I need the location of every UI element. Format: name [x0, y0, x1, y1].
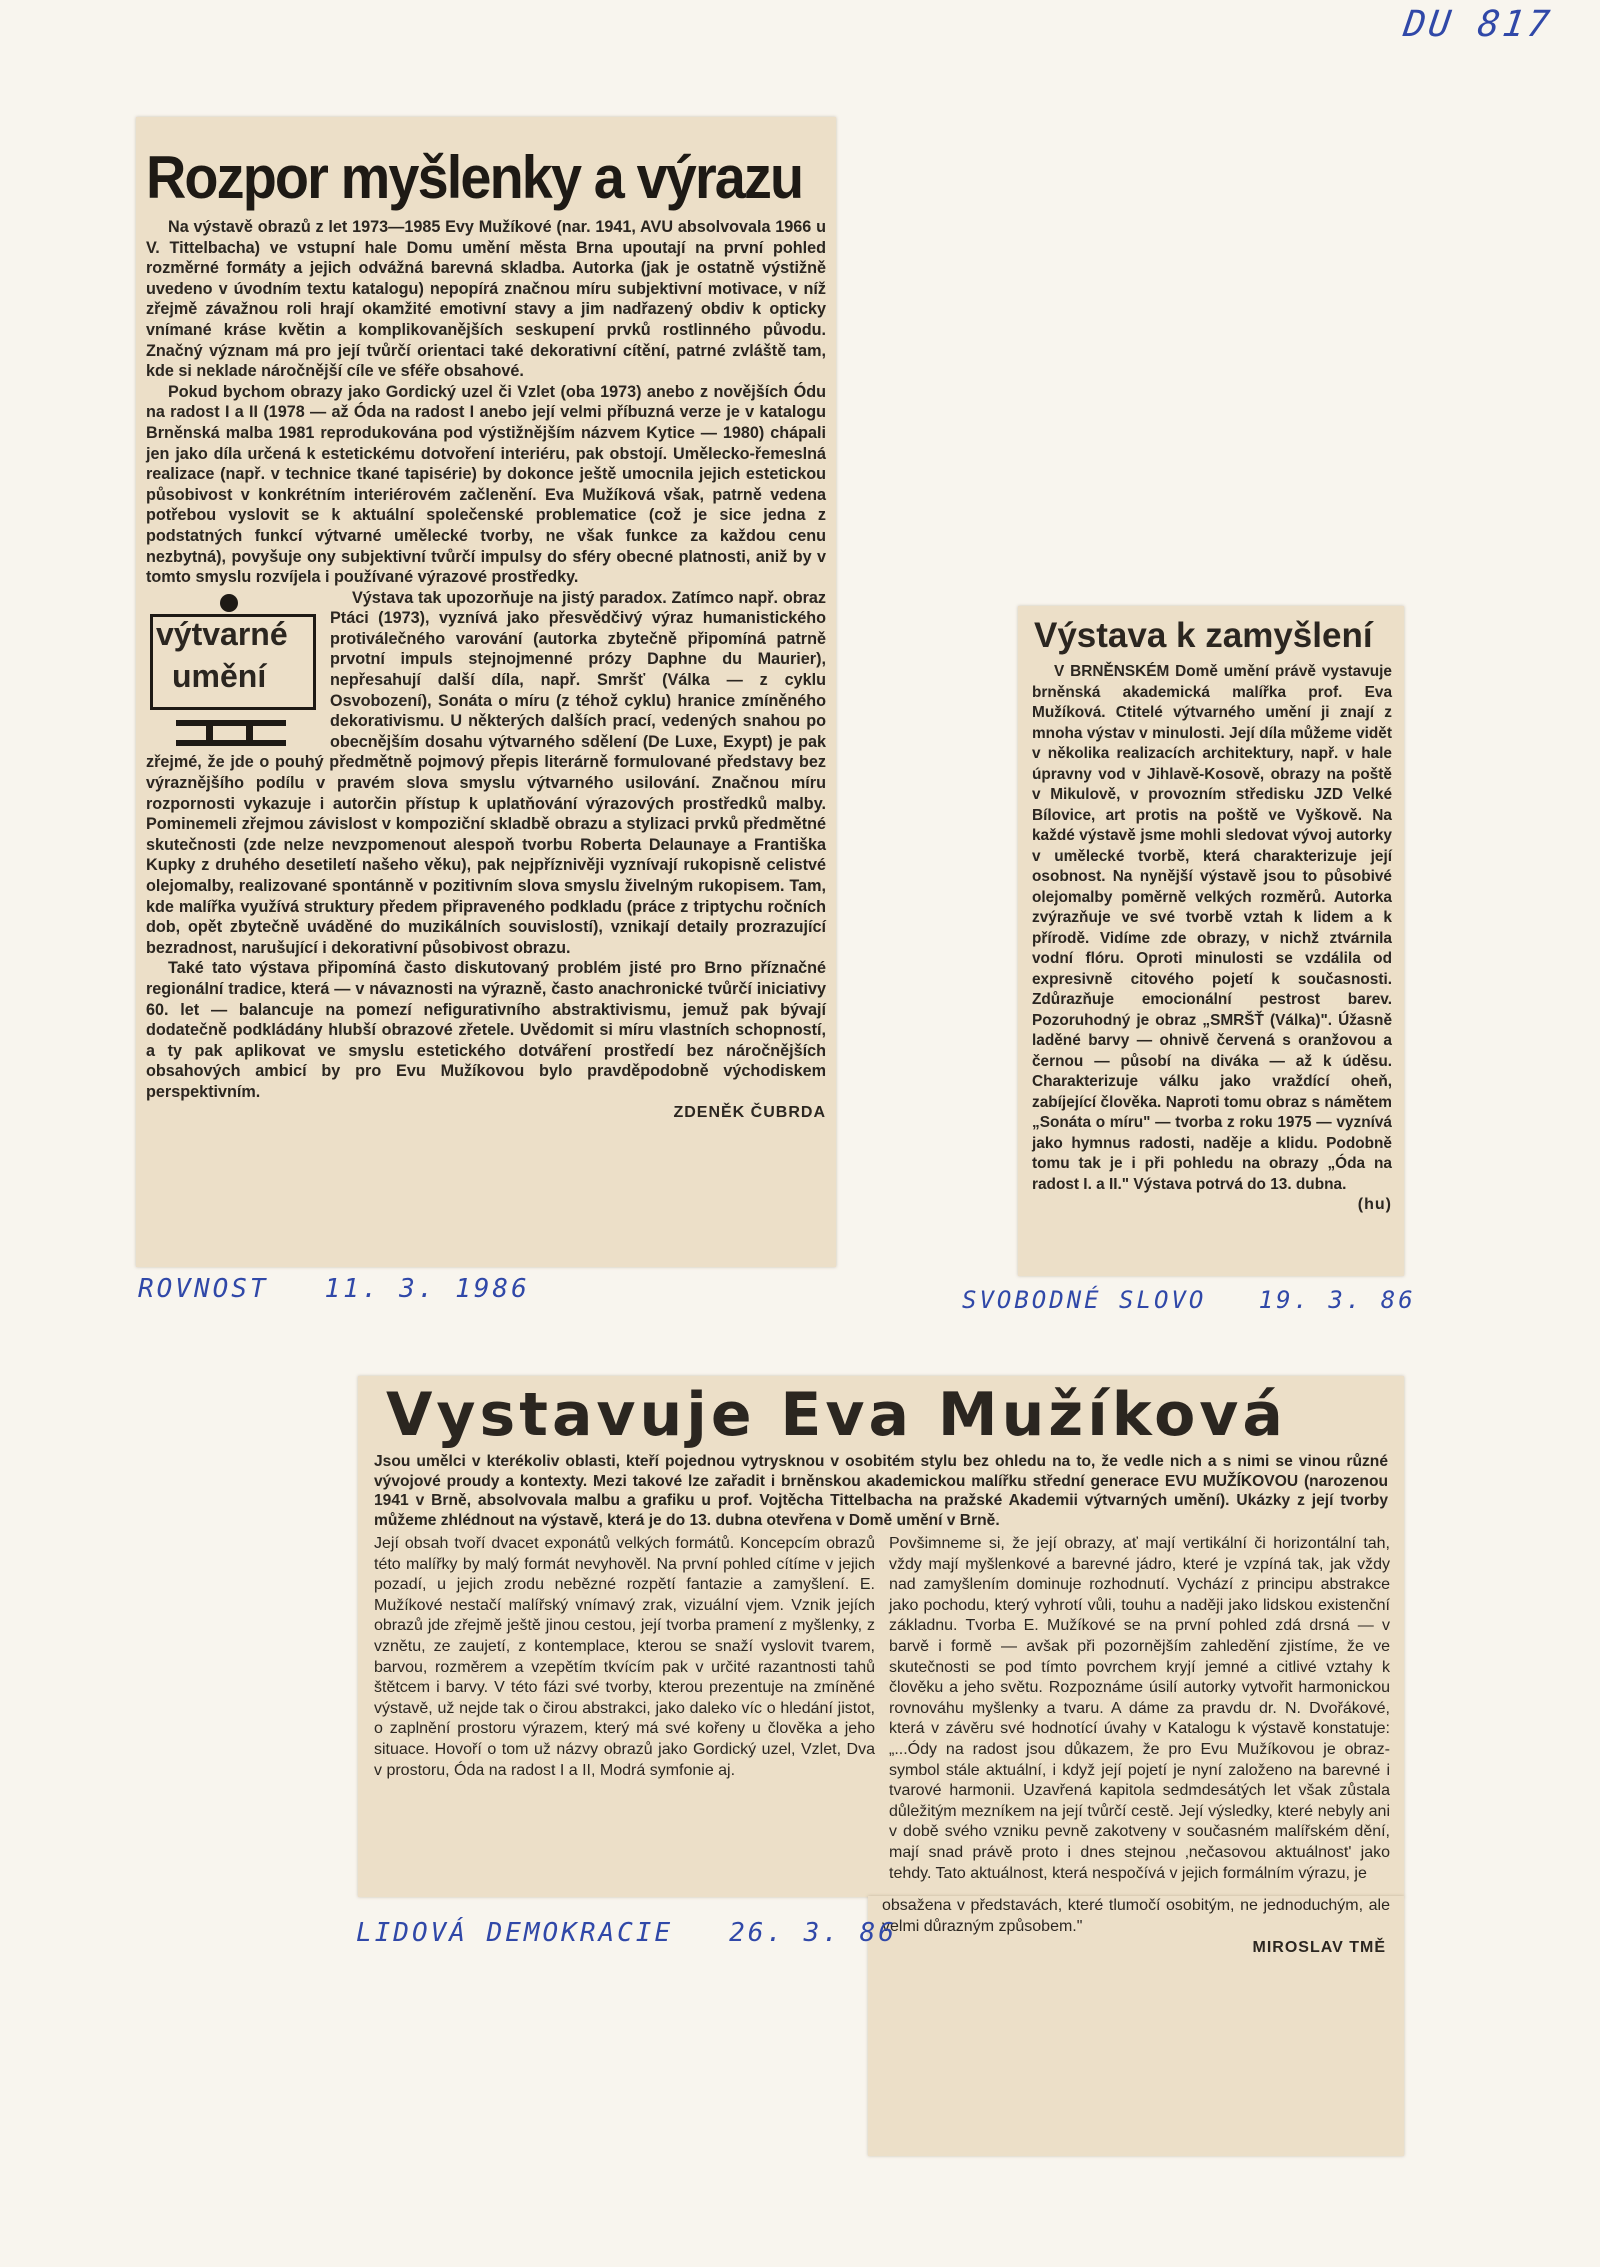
lead-paragraph: Jsou umělci v kterékoliv oblasti, kteří pojednou vytrysknou v osobitém stylu bez ohledu na to, že vedle nich a s nimi se vinou různé vývojové proudy a kontexty. Mezi takové lze zařadit i brněnskou akademickou malířku střední generace EVU MUŽÍKOVOU (narozenou 1941 v Brně, absolvovala malbu a grafiku u prof. Vojtěcha Tittelbacha na pražské Akademii výtvarných umění). Ukázky z její tvorby můžeme zhlédnout na výstavě, která je do 13. dubna otevřena v Domě umění v Brně.	[374, 1453, 1388, 1529]
rubric-bar-icon	[176, 740, 286, 746]
column-left: Její obsah tvoří dvacet exponátů velkých formátů. Koncepcím obrazů této malířky by malý formát nevyhověl. Na první pohled cítíme v jejich pozadí, u jejich zrodu nebězné rozpětí fantazie a zamyšlení. E. Mužíkové nestačí malířský vnímavý zrak, vizuální vjem. Vznik jejích obrazů jde zřejmě ještě jinou cestou, její tvorba pramení z myšlenky, z vznětu, ze zaujetí, z kontemplace, kterou se snaží vyslovit tvarem, barvou, rozměrem a vzepětím tkvícím pak v určité razantnosti tahů štětcem i barvy. V této fázi své tvorby, kterou prezentuje na zmíněné výstavě, už nejde tak o čirou abstrakci, jako daleko víc o hledání jistot, o zaplnění prostoru výrazem, který má své kořeny u člověka a jeho situace. Hovoří o tom už názvy obrazů jako Gordický uzel, Vzlet, Dva v prostoru, Óda na radost I a II, Modrá symfonie aj.	[374, 1535, 875, 1779]
paragraph: Také tato výstava připomíná často diskutovaný problém jisté pro Brno příznačné regionální tradice, která — v návaznosti na výrazně, často anachronické tvůrčí iniciativy 60. let — balancuje na pomezí nefigurativního abstraktivismu, jemuž pak bývají dodatečně podkládány hlubší obrazové zřetele. Uvědomit si míru vlastních schopností, a ty pak aplikovat ve smyslu estetického dotváření prostředí bez náročnějších obsahových ambicí by pro Evu Mužíkovou bylo pravděpodobně východiskem perspektivním.	[146, 959, 826, 1101]
clipping-lidova-demokracie	[358, 1376, 1404, 1897]
article-body	[136, 217, 836, 1123]
author-signature: MIROSLAV TMĚ	[1252, 1939, 1386, 1957]
headline: Vystavuje Eva Mužíková	[386, 1380, 1287, 1450]
rubric-label: výtvarné	[156, 615, 288, 652]
bleed-through-text	[136, 117, 836, 143]
clipping-lidova-demokracie-continued	[868, 1896, 1404, 2156]
source-note: ROVNOST 11. 3. 1986	[138, 1274, 530, 1304]
rubric-logo	[146, 592, 316, 747]
headline: Výstava k zamyšlení	[1034, 616, 1373, 655]
column-right: Povšimneme si, že její obrazy, ať mají vertikální či horizontální tah, vždy mají myšlenkové a barevné jádro, které je vzpíná tak, jak vždy nad zamyšlením dominuje rozhodnutí. Vychází z principu abstrakce jako pochodu, který vyhrotí vůli, touhu a naději jako lidskou existenční základnu. Tvorba E. Mužíkové se na první pohled zdá drsná — v barvě i formě — avšak při pozornějším zahledění zjistíme, že ve skutečnosti se pod tímto povrchem kryjí jemné a citlivé vztahy k člověku a jeho světu. Rozpoznáme úsilí autorky vytvořit harmonickou rovnováhu myšlenky a tvaru. A dáme za pravdu dr. N. Dvořákové, která v závěru své hodnotící úvahy v Katalogu k výstavě konstatuje: „...Ódy na radost jsou důkazem, že pro Evu Mužíkovou je obraz-symbol stále aktuální, i když její pojetí je nyní založeno na barevné i tvarové harmonii. Uzavřená kapitola sedmdesátých let však zůstala důležitým mezníkem na její tvůrčí cestě. Její výsledky, které nebyly ani v době svého vzniku pevně zakotveny v současném malířském dění, mají snad právě proto i dnes stejnou ‚nečasovou aktuálnost' jako tehdy. Tato aktuálnost, která nespočívá v jejich formálním výrazu, je	[889, 1535, 1390, 1882]
source-note: LIDOVÁ DEMOKRACIE 26. 3. 86	[356, 1918, 897, 1948]
clipping-svobodne-slovo	[1018, 606, 1404, 1276]
column-right-continued: obsažena v představách, které tlumočí osobitým, ne jednoduchým, ale velmi důrazným způsobem."	[882, 1897, 1390, 1935]
author-signature: (hu)	[1357, 1196, 1392, 1213]
rubric-label: umění	[172, 657, 267, 694]
paragraph: Pokud bychom obrazy jako Gordický uzel či Vzlet (oba 1973) anebo z novějších Ódu na radost I a II (1978 — až Óda na radost I anebo její velmi příbuzná verze je v katalogu Brněnská malba 1981 reprodukována pod výstižnějším názvem Kytice — 1980) chápali jen jako díla určená k estetickému dotvoření interiéru, pak obstojí. Umělecko-řemeslná realizace (např. v technice tkané tapisérie) by dokonce ještě umocnila jejich estetickou působivost v konkrétním interiérovém začlenění. Eva Mužíková však, patrně vedena potřebou vyslovit se k aktuální společenské problematice (což je sice jedna z podstatných funkcí výtvarné umělecké tvorby, ne však funkce za každou cenu nezbytná), povyšuje ony subjektivní tvůrčí impulsy do sféry obecné platnosti, aniž by v tomto smyslu rozvíjela i používané výrazové prostředky.	[146, 382, 826, 587]
author-signature: ZDENĚK ČUBRDA	[673, 1103, 826, 1121]
paragraph: Na výstavě obrazů z let 1973—1985 Evy Mužíkové (nar. 1941, AVU absolvovala 1966 u V. Tittelbacha) ve vstupní hale Domu umění města Brna upoutají na první pohled rozměrné formáty a jejich odvážná barevná skladba. Autorka (jak je ostatně výstižně uvedeno v úvodním textu katalogu) nepopírá značnou míru subjektivní motivace, v níž zřejmě závažnou roli hrají okamžité emotivní stavy a jim nadřazený obdiv k opticky vnímané kráse květin a komplikovanějších seskupení prvků rostlinného původu. Značný význam má pro její tvůrčí orientaci také dekorativní cítění, patrné zvláště tam, kde si neklade náročnější cíle ve sféře obsahové.	[146, 218, 826, 381]
rubric-bar-icon	[206, 720, 213, 746]
rubric-bar-icon	[246, 720, 253, 746]
rubric-bar-icon	[176, 720, 286, 726]
rubric-dot-icon	[220, 594, 238, 612]
archive-mark: DU 817	[1401, 4, 1555, 45]
paragraph: V BRNĚNSKÉM Domě umění právě vystavuje brněnská akademická malířka prof. Eva Mužíková. Ctitelé výtvarného umění ji znají z mnoha výstav v minulosti. Její díla můžeme vidět v několika realizacích architektury, např. v hale úpravny vod v Jihlavě-Kosově, obrazy na poště v Mikulově, v provozním středisku JZD Velké Bílovice, art protis na poště ve Vyškově. Na každé výstavě jsme mohli sledovat vývoj autorky v umělecké tvorbě, která charakterizuje její osobnost. Na nynější výstavě jsou to působivé olejomalby poměrně velkých rozměrů. Autorka zvýrazňuje ve své tvorbě vztah k lidem a k přírodě. Vidíme zde obrazy, v nichž ztvárnila vodní flóru. Oproti minulosti se vzdálila od expresivně citového pojetí k současnosti. Zdůrazňuje emocionální pestrost barev. Pozoruhodný je obraz „SMRŠŤ (Válka)". Úžasně laděné barvy — ohnivě červená s oranžovou a černou — působí na diváka — až k úděsu. Charakterizuje válku jako vraždící oheň, zabíjející člověka. Naproti tomu obraz s námětem „Sonáta o míru" — tvorba z roku 1975 — vyznívá jako hymnus radosti, naděje a klidu. Podobně tomu tak je i při pohledu na obrazy „Óda na radost I. a II." Výstava potrvá do 13. dubna.	[1032, 663, 1392, 1193]
source-note: SVOBODNÉ SLOVO 19. 3. 86	[962, 1286, 1416, 1314]
article-body	[1018, 662, 1404, 1216]
article-columns	[358, 1530, 1404, 1884]
paragraph: Výstava tak upozorňuje na jistý paradox. Zatímco např. obraz Ptáci (1973), vyznívá jako přesvědčivý výraz humanistického protiválečného varování (autorka zbytečně připomíná patrně prvotní impuls stejnojmenné prózy Daphne du Maurier), nepřesahují další díla, např. Smršť (Válka — z cyklu Osvobození), Sonáta o míru (z téhož cyklu) hranice zmíněného dekorativismu. U některých dalších prací, vedených snahou po obecnějším dosahu výtvarného sdělení (De Luxe, Exypt) je pak zřejmé, že jde o pouhý předmětně pojmový přepis literárně formulované představy bez výraznějšího podílu v pravém slova smyslu výtvarného usilování. Značnou míru rozpornosti vykazuje i autorčin přístup k uplatňování výrazových prostředků malby. Pominemeli zřejmou závislost v kompoziční skladbě obrazu a stylizaci prvků předmětné skutečnosti (zde nelze nevzpomenout alespoň tvorbu Roberta Delaunaye a Františka Kupky z druhého desetiletí našeho věku), pak nejpříznivěji vyznívají rukopisně celistvé olejomalby, realizované spontánně v pozitivním slova smyslu živelným rukopisem. Tam, kde malířka využívá struktury předem připraveného podkladu (práce z triptychu ročních dob, opět zbytečně uváděné do muzikálních souvislostí), vznikají detaily prozrazující bezradnost, narušující i dekorativní působivost obrazu.	[146, 588, 826, 957]
headline: Rozpor myšlenky a výrazu	[146, 144, 803, 211]
clipping-rovnost	[136, 117, 836, 1267]
